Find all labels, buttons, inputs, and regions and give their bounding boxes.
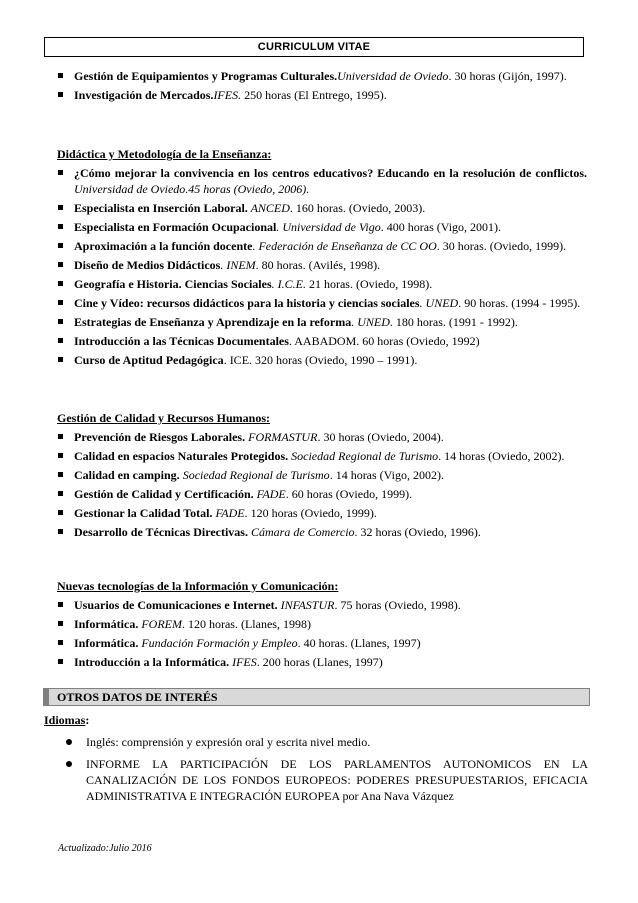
list-item	[57, 276, 587, 292]
square-bullet-icon	[58, 262, 63, 267]
idiomas-label: Idiomas	[44, 713, 86, 727]
section-calidad	[57, 410, 587, 543]
square-bullet-icon	[58, 453, 63, 458]
cv-title: CURRICULUM VITAE	[257, 41, 371, 53]
course-details: . 200 horas (Llanes, 1997)	[256, 655, 383, 669]
idiomas-item-text: INFORME LA PARTICIPACIÓN DE LOS PARLAMENTOS AUTONOMICOS EN LA CANALIZACIÓN DE LOS FONDOS EUROPEOS: PODERES PRESUPUESTARIOS, EFICACIA ADMINISTRATIVA E INTEGRACIÓN EUROPEA por Ana Nava Vázquez	[86, 757, 588, 803]
list-item	[62, 734, 588, 750]
course-title: Estrategias de Enseñanza y Aprendizaje en la reforma	[74, 315, 352, 329]
otros-datos-header	[43, 688, 590, 706]
idiomas-colon: :	[85, 713, 90, 727]
course-title: Diseño de Medios Didácticos	[74, 258, 221, 272]
otros-datos-title: OTROS DATOS DE INTERÉS	[57, 690, 218, 704]
course-details: . 90 horas. (1994 - 1995).	[458, 296, 581, 310]
course-title: Introducción a la Informática.	[74, 655, 230, 669]
course-details: . 14 horas (Vigo, 2002).	[329, 468, 444, 482]
idiomas-item-text: Inglés: comprensión y expresión oral y escrita nivel medio.	[86, 735, 371, 749]
square-bullet-icon	[58, 92, 63, 97]
course-organization: . Federación de Enseñanza de CC OO	[252, 239, 437, 253]
course-details: 21 horas. (Oviedo, 1998).	[305, 277, 433, 291]
idiomas-list-block	[62, 734, 588, 810]
course-organization: FOREM	[138, 617, 182, 631]
course-organization: . UNED	[351, 315, 390, 329]
course-title: ¿Cómo mejorar la convivencia en los centros educativos? Educando en la resolución de conflictos.	[74, 166, 587, 180]
course-title: Gestión de Calidad y Certificación.	[74, 487, 254, 501]
course-details: 250 horas (El Entrego, 1995).	[241, 88, 387, 102]
list-item	[57, 238, 587, 254]
course-organization: . Universidad de Vigo	[276, 220, 381, 234]
square-bullet-icon	[58, 281, 63, 286]
course-title: Aproximación a la función docente	[74, 239, 253, 253]
list-item	[57, 314, 587, 330]
list-item	[62, 756, 588, 804]
section-title-didactica: Didáctica y Metodología de la Enseñanza:	[57, 147, 272, 161]
list-item	[57, 486, 587, 502]
course-details: . 75 horas (Oviedo, 1998).	[334, 598, 461, 612]
course-organization: Sociedad Regional de Turismo	[179, 468, 330, 482]
list-item	[57, 68, 587, 84]
cv-title-box	[44, 37, 584, 57]
list-item	[57, 654, 587, 670]
square-bullet-icon	[58, 659, 63, 664]
course-title: Informática.	[74, 636, 139, 650]
course-details: . 180 horas. (1991 - 1992).	[389, 315, 518, 329]
course-details: . AABADOM. 60 horas (Oviedo, 1992)	[288, 334, 480, 348]
list-item	[57, 165, 587, 197]
square-bullet-icon	[58, 491, 63, 496]
course-title: Introducción a las Técnicas Documentales	[74, 334, 289, 348]
course-details: . 120 horas (Oviedo, 1999).	[244, 506, 377, 520]
section-tecnologias	[57, 578, 587, 673]
square-bullet-icon	[58, 510, 63, 515]
square-bullet-icon	[58, 170, 63, 175]
list-item	[57, 87, 587, 103]
list-item	[57, 635, 587, 651]
list-item	[57, 257, 587, 273]
square-bullet-icon	[58, 621, 63, 626]
course-title: Calidad en espacios Naturales Protegidos.	[74, 449, 289, 463]
course-details: . 30 horas (Oviedo, 2004).	[317, 430, 444, 444]
course-organization: Fundación Formación y Empleo	[138, 636, 298, 650]
list-item	[57, 505, 587, 521]
course-organization: FADE	[253, 487, 286, 501]
course-title: Investigación de Mercados.	[74, 88, 214, 102]
list-item	[57, 448, 587, 464]
square-bullet-icon	[58, 224, 63, 229]
list-item	[57, 200, 587, 216]
course-title: Informática.	[74, 617, 139, 631]
square-bullet-icon	[58, 338, 63, 343]
list-item	[57, 467, 587, 483]
course-organization: IFES	[229, 655, 257, 669]
course-title: Curso de Aptitud Pedagógica	[74, 353, 224, 367]
course-details: . 40 horas. (Llanes, 1997)	[297, 636, 421, 650]
course-organization: FORMASTUR	[245, 430, 318, 444]
round-bullet-icon	[66, 761, 72, 767]
idiomas-heading	[44, 712, 89, 728]
square-bullet-icon	[58, 434, 63, 439]
course-organization: IFES.	[213, 88, 242, 102]
course-details: . 14 horas (Oviedo, 2002).	[438, 449, 565, 463]
course-details: . 400 horas (Vigo, 2001).	[380, 220, 502, 234]
course-organization: Sociedad Regional de Turismo	[288, 449, 439, 463]
course-title: Desarrollo de Técnicas Directivas.	[74, 525, 248, 539]
course-organization: Cámara de Comercio	[247, 525, 355, 539]
list-item	[57, 616, 587, 632]
course-title: Prevención de Riesgos Laborales.	[74, 430, 246, 444]
top-course-list	[57, 68, 587, 106]
course-organization: . UNED	[419, 296, 459, 310]
course-organization: FADE	[212, 506, 245, 520]
course-organization: Universidad de Oviedo	[337, 69, 449, 83]
course-title: Especialista en Inserción Laboral.	[74, 201, 248, 215]
square-bullet-icon	[58, 73, 63, 78]
course-details: . 80 horas. (Avilés, 1998).	[255, 258, 381, 272]
course-title: Gestionar la Calidad Total.	[74, 506, 213, 520]
course-details: . ICE. 320 horas (Oviedo, 1990 – 1991).	[223, 353, 418, 367]
course-organization: . INEM	[220, 258, 256, 272]
course-details: . 32 horas (Oviedo, 1996).	[354, 525, 481, 539]
course-details: . 120 horas. (Llanes, 1998)	[181, 617, 311, 631]
square-bullet-icon	[58, 357, 63, 362]
course-details: . 30 horas. (Oviedo, 1999).	[436, 239, 567, 253]
course-title: Usuarios de Comunicaciones e Internet.	[74, 598, 278, 612]
section-title-calidad: Gestión de Calidad y Recursos Humanos:	[57, 411, 271, 425]
course-organization: ANCED	[247, 201, 290, 215]
course-organization: INFASTUR	[277, 598, 335, 612]
course-details: . 60 horas (Oviedo, 1999).	[285, 487, 413, 501]
course-organization: . I.C.E.	[271, 277, 306, 291]
square-bullet-icon	[58, 640, 63, 645]
section-title-tecnologias: Nuevas tecnologías de la Información y Comunicación:	[57, 579, 339, 593]
course-title: Calidad en camping.	[74, 468, 180, 482]
course-details: . 160 horas. (Oviedo, 2003).	[289, 201, 426, 215]
course-title: Gestión de Equipamientos y Programas Culturales.	[74, 69, 338, 83]
course-details: . 30 horas (Gijón, 1997).	[448, 69, 567, 83]
square-bullet-icon	[58, 300, 63, 305]
square-bullet-icon	[58, 529, 63, 534]
square-bullet-icon	[58, 243, 63, 248]
course-organization: Universidad de Oviedo.45 horas (Oviedo, 2006).	[74, 182, 310, 196]
round-bullet-icon	[66, 739, 72, 745]
square-bullet-icon	[58, 205, 63, 210]
list-item	[57, 295, 587, 311]
course-title: Especialista en Formación Ocupacional	[74, 220, 277, 234]
list-item	[57, 524, 587, 540]
square-bullet-icon	[58, 602, 63, 607]
list-item	[57, 429, 587, 445]
list-item	[57, 597, 587, 613]
course-title: Geografía e Historia. Ciencias Sociales	[74, 277, 272, 291]
list-item	[57, 219, 587, 235]
square-bullet-icon	[58, 472, 63, 477]
list-item	[57, 333, 587, 349]
section-didactica	[57, 146, 587, 371]
list-item	[57, 352, 587, 368]
footer-updated: Actualizado:Julio 2016	[58, 843, 152, 854]
square-bullet-icon	[58, 319, 63, 324]
course-title: Cine y Vídeo: recursos didácticos para la historia y ciencias sociales	[74, 296, 420, 310]
